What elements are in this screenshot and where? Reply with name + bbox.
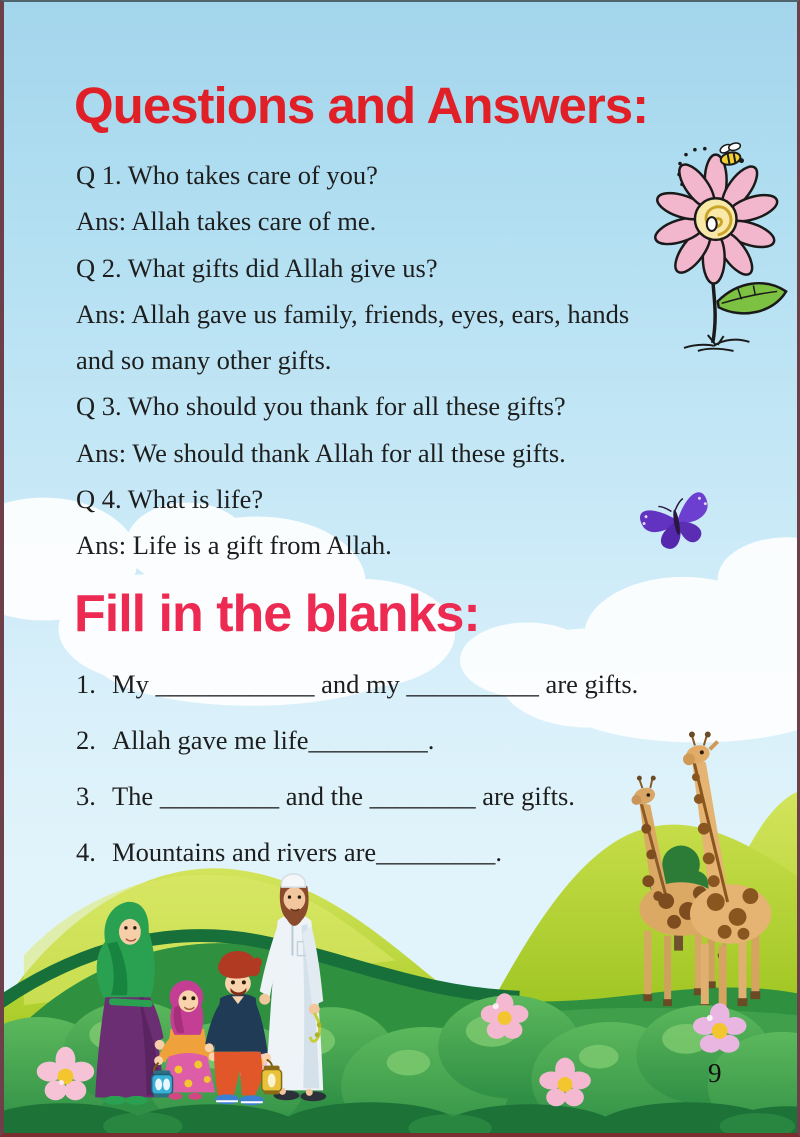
qa-line: Q 4. What is life? [76,484,264,515]
page-number: 9 [708,1058,722,1088]
grass-scribble [684,335,749,351]
qa-line: Ans: Life is a gift from Allah. [76,530,392,561]
qa-line: Q 2. What gifts did Allah give us? [76,252,438,283]
flower-doodle [652,155,786,351]
fill-item-number: 4. [76,837,96,867]
qa-line: Q 3. Who should you thank for all these gifts? [76,391,566,422]
fill-in-the-blanks-heading: Fill in the blanks: [74,585,480,643]
qa-heading: Questions and Answers: [74,77,649,134]
fill-item [76,782,638,810]
qa-lines [76,152,629,569]
fill-item-text: Mountains and rivers are_________. [112,837,503,867]
qa-line: Ans: We should thank Allah for all these gifts. [76,437,566,468]
fill-item [76,726,638,754]
fill-item-number: 2. [76,725,96,755]
fill-item [76,838,638,866]
qa-line: Ans: Allah takes care of me. [76,206,377,237]
butterfly-icon [637,490,717,556]
qa-line: Q 1. Who takes care of you? [76,160,378,190]
fill-in-the-blanks-list [76,670,638,894]
qa-line: and so many other gifts. [76,345,332,376]
fill-item-number: 3. [76,781,96,811]
fill-item-text: The _________ and the ________ are gifts. [112,781,575,811]
fill-item-text: Allah gave me life_________. [112,725,435,755]
leaf [718,283,786,313]
fill-item-text: My ____________ and my __________ are gifts. [112,669,639,699]
fill-item [76,670,638,698]
fill-item-number: 1. [76,669,96,699]
qa-line: Ans: Allah gave us family, friends, eyes, ears, hands [76,298,630,329]
